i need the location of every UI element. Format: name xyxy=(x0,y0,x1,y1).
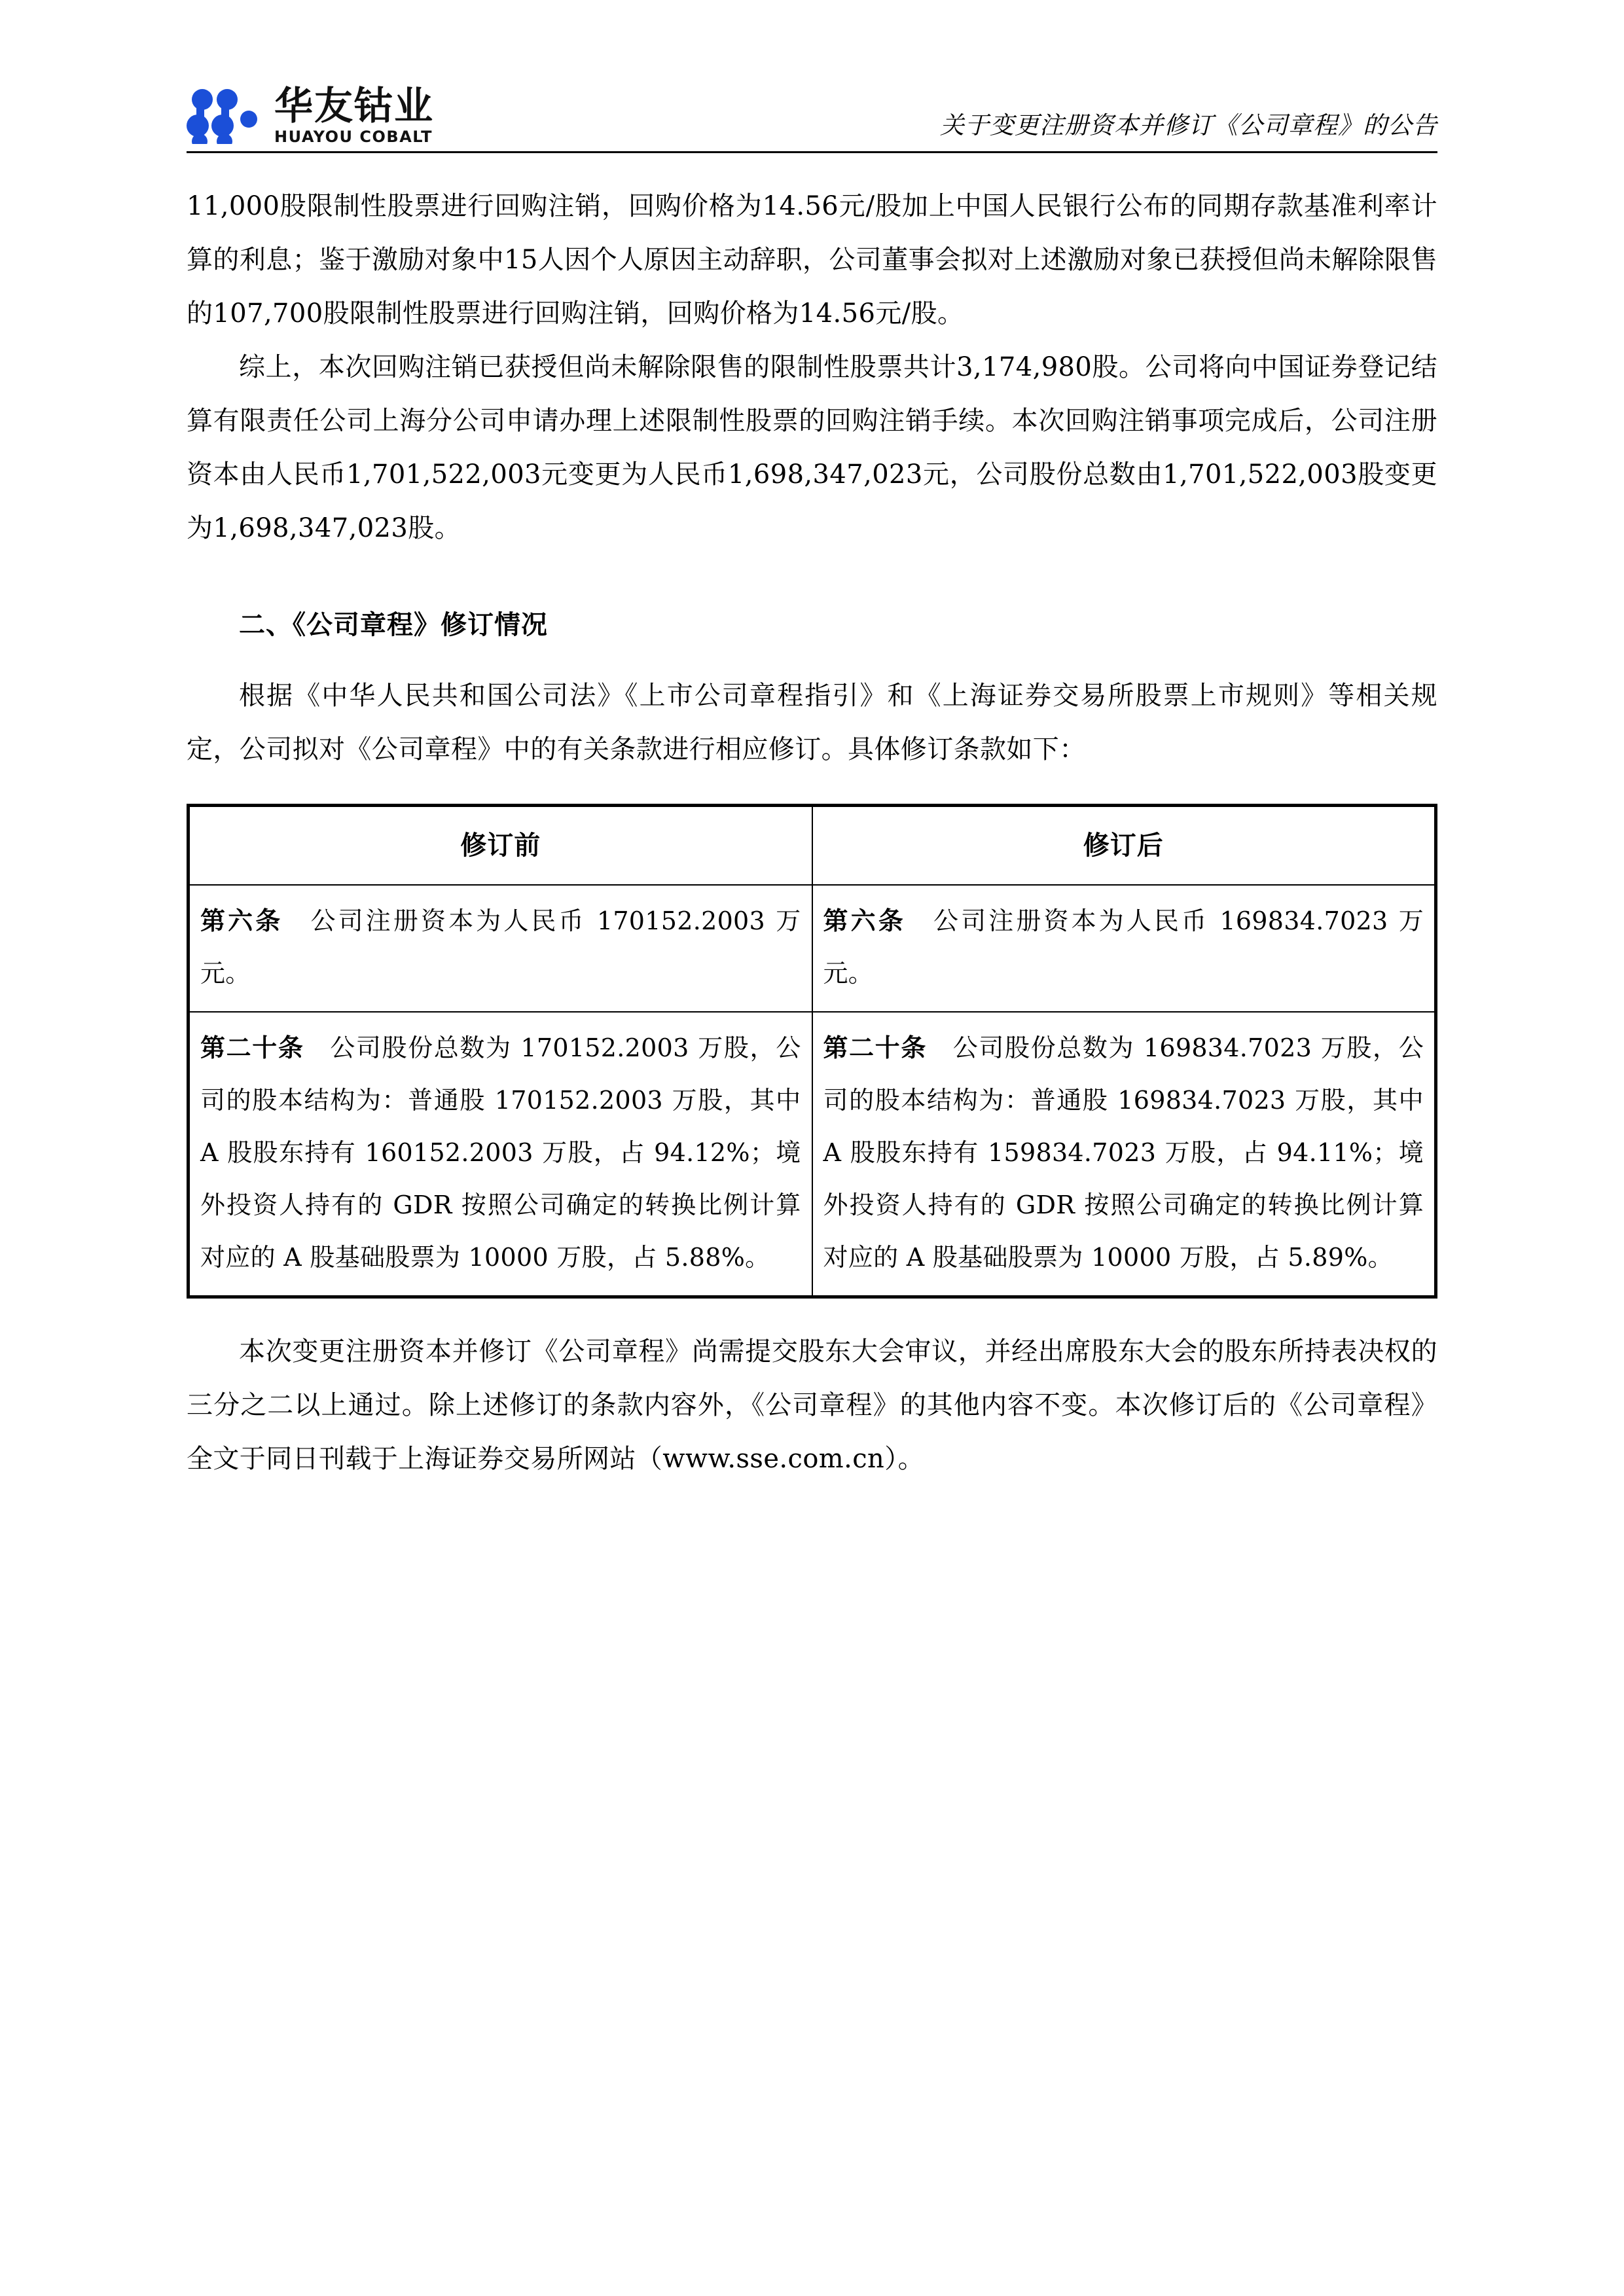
clause-text: 公司注册资本为人民币 170152.2003 万元。 xyxy=(200,906,801,988)
logo-brand-cn: 华友钴业 xyxy=(274,83,435,128)
page-header xyxy=(187,62,1437,153)
table-row xyxy=(189,1012,1436,1297)
cell-text-article-20-after xyxy=(813,1013,1435,1295)
cell-article-6-after xyxy=(812,885,1436,1012)
document-content xyxy=(187,153,1437,1486)
logo-brand-en: HUAYOU COBALT xyxy=(274,128,433,146)
paragraph-shareholder-approval: 本次变更注册资本并修订《公司章程》尚需提交股东大会审议，并经出席股东大会的股东所持表决权的三分之二以上通过。除上述修订的条款内容外，《公司章程》的其他内容不变。本次修订后的《公司章程》全文于同日刊载于上海证券交易所网站（www.sse.com.cn）。 xyxy=(187,1336,1437,1474)
spacer-before-heading xyxy=(187,555,1437,598)
cell-text-article-20-before xyxy=(190,1013,812,1295)
logo-wordmark xyxy=(274,83,435,146)
table-header-row xyxy=(189,806,1436,886)
paragraph-legal-basis: 根据《中华人民共和国公司法》《上市公司章程指引》和《上海证券交易所股票上市规则》等相关规定，公司拟对《公司章程》中的有关条款进行相应修订。具体修订条款如下： xyxy=(187,681,1437,764)
cell-article-20-before xyxy=(189,1012,812,1297)
cell-article-20-after xyxy=(812,1012,1436,1297)
table-row xyxy=(189,885,1436,1012)
clause-text: 公司股份总数为 169834.7023 万股，公司的股本结构为：普通股 169834.7023 万股，其中 A 股股东持有 159834.7023 万股，占 94.11%；境外投资人持有的 GDR 按照公司确定的转换比例计算对应的 A 股基础股票为 10000 万股，占 5.89%。 xyxy=(823,1033,1424,1272)
cell-article-6-before xyxy=(189,885,812,1012)
huayou-molecule-icon xyxy=(187,88,262,144)
clause-label: 第二十条 xyxy=(823,1033,928,1062)
paragraph-continued-buyback: 11,000股限制性股票进行回购注销，回购价格为14.56元/股加上中国人民银行公布的同期存款基准利率计算的利息；鉴于激励对象中15人因个人原因主动辞职，公司董事会拟对上述激励对象已获授但尚未解除限售的107,700股限制性股票进行回购注销，回购价格为14.56元/股。 xyxy=(187,191,1437,329)
spacer-after-table xyxy=(187,1299,1437,1325)
clause-text: 公司注册资本为人民币 169834.7023 万元。 xyxy=(823,906,1424,988)
clause-label: 第六条 xyxy=(200,906,283,935)
clause-label: 第六条 xyxy=(823,906,906,935)
column-header-after: 修订后 xyxy=(812,806,1436,886)
section-heading-articles-revision: 二、《公司章程》修订情况 xyxy=(239,609,548,640)
clause-label: 第二十条 xyxy=(200,1033,304,1062)
clause-text: 公司股份总数为 170152.2003 万股，公司的股本结构为：普通股 170152.2003 万股，其中 A 股股东持有 160152.2003 万股，占 94.12%；境外投资人持有的 GDR 按照公司确定的转换比例计算对应的 A 股基础股票为 10000 万股，占 5.88%。 xyxy=(200,1033,801,1272)
header-document-title: 关于变更注册资本并修订《公司章程》的公告 xyxy=(940,111,1437,139)
spacer-before-table xyxy=(187,776,1437,804)
column-header-before: 修订前 xyxy=(189,806,812,886)
spacer-after-heading xyxy=(187,652,1437,669)
company-logo xyxy=(187,83,435,147)
articles-revision-table xyxy=(187,804,1437,1299)
cell-text-article-6-before xyxy=(190,886,812,1011)
cell-text-article-6-after xyxy=(813,886,1435,1011)
paragraph-summary-capital-change: 综上，本次回购注销已获授但尚未解除限售的限制性股票共计3,174,980股。公司将向中国证券登记结算有限责任公司上海分公司申请办理上述限制性股票的回购注销手续。本次回购注销事项完成后，公司注册资本由人民币1,701,522,003元变更为人民币1,698,347,023元，公司股份总数由1,701,522,003股变更为1,698,347,023股。 xyxy=(187,352,1437,543)
